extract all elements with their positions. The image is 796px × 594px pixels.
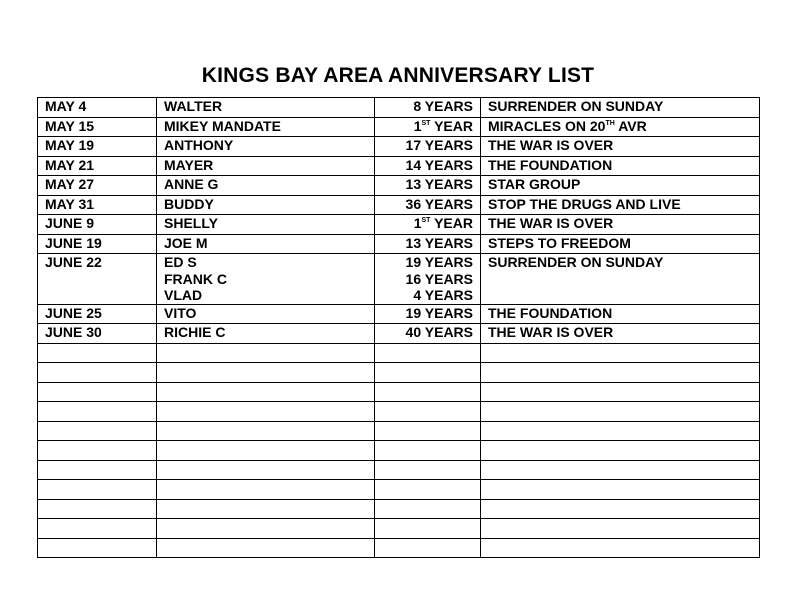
date-cell bbox=[38, 254, 157, 305]
group-cell bbox=[481, 363, 760, 383]
date-cell bbox=[38, 441, 157, 461]
date-cell bbox=[38, 176, 157, 196]
group-line bbox=[488, 118, 752, 135]
group-name: STOP THE DRUGS AND LIVE bbox=[488, 195, 681, 212]
years-line bbox=[382, 118, 473, 135]
years-unit: YEARS bbox=[424, 156, 473, 173]
group-name: SURRENDER ON SUNDAY bbox=[488, 98, 664, 114]
years-cell bbox=[375, 363, 481, 383]
empty-table-row bbox=[38, 441, 760, 461]
years-unit: YEAR bbox=[434, 117, 473, 134]
name-cell bbox=[157, 499, 375, 519]
name-cell bbox=[157, 363, 375, 383]
years-cell bbox=[375, 402, 481, 422]
years-value: 19 bbox=[405, 304, 422, 321]
group-line bbox=[488, 324, 752, 341]
group-cell bbox=[481, 324, 760, 344]
date-text: JUNE 19 bbox=[45, 234, 102, 251]
table-row bbox=[38, 324, 760, 344]
group-line bbox=[488, 254, 752, 271]
years-cell bbox=[375, 176, 481, 196]
ordinal-suffix: TH bbox=[605, 119, 615, 127]
member-name: ED S bbox=[164, 254, 197, 270]
years-line bbox=[382, 324, 473, 341]
years-cell bbox=[375, 234, 481, 254]
member-name: WALTER bbox=[164, 98, 223, 114]
group-cell bbox=[481, 215, 760, 235]
group-line bbox=[488, 215, 752, 232]
years-cell bbox=[375, 538, 481, 558]
date-cell bbox=[38, 117, 157, 137]
years-line bbox=[382, 305, 473, 322]
empty-table-row bbox=[38, 402, 760, 422]
group-cell bbox=[481, 195, 760, 215]
member-name: FRANK C bbox=[164, 270, 227, 287]
name-cell bbox=[157, 304, 375, 324]
date-cell bbox=[38, 324, 157, 344]
date-cell bbox=[38, 98, 157, 118]
name-cell bbox=[157, 480, 375, 500]
name-cell bbox=[157, 215, 375, 235]
years-value: 13 bbox=[405, 176, 422, 192]
empty-table-row bbox=[38, 382, 760, 402]
years-unit: YEARS bbox=[424, 195, 473, 212]
empty-table-row bbox=[38, 538, 760, 558]
date-cell bbox=[38, 156, 157, 176]
years-unit: YEARS bbox=[424, 254, 473, 270]
table-row bbox=[38, 156, 760, 176]
group-line bbox=[488, 137, 752, 154]
table-row bbox=[38, 234, 760, 254]
group-line bbox=[488, 98, 752, 115]
group-line bbox=[488, 176, 752, 193]
empty-table-row bbox=[38, 421, 760, 441]
years-line bbox=[382, 254, 473, 271]
group-cell bbox=[481, 254, 760, 305]
years-cell bbox=[375, 343, 481, 363]
group-name: STAR GROUP bbox=[488, 176, 581, 192]
empty-table-row bbox=[38, 480, 760, 500]
name-cell bbox=[157, 519, 375, 539]
table-row bbox=[38, 254, 760, 305]
years-cell bbox=[375, 137, 481, 157]
years-line bbox=[382, 137, 473, 154]
years-value: 36 bbox=[405, 195, 422, 212]
date-cell bbox=[38, 421, 157, 441]
group-cell bbox=[481, 421, 760, 441]
ordinal-suffix: ST bbox=[421, 217, 431, 224]
years-unit: YEARS bbox=[424, 324, 473, 340]
name-cell bbox=[157, 343, 375, 363]
empty-table-row bbox=[38, 499, 760, 519]
group-cell bbox=[481, 304, 760, 324]
years-unit: YEARS bbox=[424, 137, 473, 153]
group-cell bbox=[481, 343, 760, 363]
date-cell bbox=[38, 343, 157, 363]
member-name: JOE M bbox=[164, 234, 208, 251]
name-cell bbox=[157, 441, 375, 461]
group-cell bbox=[481, 402, 760, 422]
group-name: SURRENDER ON SUNDAY bbox=[488, 254, 664, 270]
years-value: 8 bbox=[413, 98, 422, 114]
ordinal-suffix: ST bbox=[421, 119, 431, 127]
member-name: BUDDY bbox=[164, 195, 214, 212]
date-text: MAY 19 bbox=[45, 137, 95, 153]
name-cell bbox=[157, 254, 375, 305]
member-name: VITO bbox=[164, 304, 197, 321]
years-cell bbox=[375, 519, 481, 539]
years-cell bbox=[375, 499, 481, 519]
years-unit: YEARS bbox=[424, 304, 473, 321]
date-cell bbox=[38, 234, 157, 254]
member-name: ANNE G bbox=[164, 176, 219, 192]
group-line bbox=[488, 235, 752, 252]
empty-table-row bbox=[38, 519, 760, 539]
years-unit: YEARS bbox=[424, 287, 473, 303]
date-cell bbox=[38, 519, 157, 539]
anniversary-table bbox=[37, 97, 760, 558]
group-cell bbox=[481, 519, 760, 539]
group-cell bbox=[481, 460, 760, 480]
member-name: SHELLY bbox=[164, 215, 218, 231]
date-text: JUNE 30 bbox=[45, 324, 102, 340]
years-unit: YEARS bbox=[424, 270, 473, 287]
date-cell bbox=[38, 460, 157, 480]
group-name: THE FOUNDATION bbox=[488, 156, 613, 173]
group-name: THE WAR IS OVER bbox=[488, 215, 614, 231]
group-cell bbox=[481, 137, 760, 157]
table-row bbox=[38, 176, 760, 196]
anniversary-table-body bbox=[38, 98, 760, 558]
group-cell bbox=[481, 480, 760, 500]
group-cell bbox=[481, 117, 760, 137]
group-name: STEPS TO FREEDOM bbox=[488, 234, 631, 251]
table-row bbox=[38, 304, 760, 324]
date-cell bbox=[38, 538, 157, 558]
page-title: KINGS BAY AREA ANNIVERSARY LIST bbox=[201, 64, 595, 87]
years-line bbox=[382, 196, 473, 213]
years-cell bbox=[375, 324, 481, 344]
date-cell bbox=[38, 363, 157, 383]
years-line bbox=[382, 287, 473, 304]
years-value: 13 bbox=[405, 234, 422, 251]
member-name: RICHIE C bbox=[164, 324, 226, 340]
date-cell bbox=[38, 382, 157, 402]
years-value: 16 bbox=[405, 270, 422, 287]
years-cell bbox=[375, 304, 481, 324]
years-value: 14 bbox=[405, 156, 422, 173]
name-cell bbox=[157, 137, 375, 157]
group-cell bbox=[481, 98, 760, 118]
years-value: 1 bbox=[413, 117, 422, 134]
table-row bbox=[38, 137, 760, 157]
years-cell bbox=[375, 254, 481, 305]
group-cell bbox=[481, 538, 760, 558]
table-row bbox=[38, 215, 760, 235]
name-cell bbox=[157, 98, 375, 118]
group-name: MIRACLES ON 20 bbox=[488, 117, 606, 134]
date-cell bbox=[38, 215, 157, 235]
years-unit: YEARS bbox=[424, 98, 473, 114]
years-line bbox=[382, 176, 473, 193]
name-cell bbox=[157, 402, 375, 422]
date-text: MAY 4 bbox=[45, 98, 87, 114]
years-unit: YEAR bbox=[434, 215, 473, 231]
years-value: 17 bbox=[405, 137, 422, 153]
empty-table-row bbox=[38, 343, 760, 363]
years-cell bbox=[375, 421, 481, 441]
years-cell bbox=[375, 460, 481, 480]
years-cell bbox=[375, 98, 481, 118]
date-cell bbox=[38, 195, 157, 215]
date-cell bbox=[38, 480, 157, 500]
date-text: JUNE 25 bbox=[45, 304, 102, 321]
date-cell bbox=[38, 137, 157, 157]
name-cell bbox=[157, 324, 375, 344]
name-cell bbox=[157, 460, 375, 480]
name-cell bbox=[157, 538, 375, 558]
name-cell bbox=[157, 117, 375, 137]
table-row bbox=[38, 195, 760, 215]
years-line bbox=[382, 157, 473, 174]
date-text: MAY 21 bbox=[45, 156, 95, 173]
group-cell bbox=[481, 441, 760, 461]
years-cell bbox=[375, 195, 481, 215]
empty-table-row bbox=[38, 363, 760, 383]
years-line bbox=[382, 215, 473, 232]
member-name: MAYER bbox=[164, 156, 214, 173]
date-cell bbox=[38, 499, 157, 519]
years-value: 1 bbox=[413, 215, 422, 231]
date-text: MAY 15 bbox=[45, 117, 95, 134]
member-name: MIKEY MANDATE bbox=[164, 117, 281, 134]
date-text: MAY 27 bbox=[45, 176, 95, 192]
group-name-tail: AVR bbox=[618, 117, 647, 134]
name-cell bbox=[157, 195, 375, 215]
group-cell bbox=[481, 156, 760, 176]
years-cell bbox=[375, 480, 481, 500]
years-cell bbox=[375, 382, 481, 402]
name-cell bbox=[157, 234, 375, 254]
years-cell bbox=[375, 156, 481, 176]
date-text: JUNE 9 bbox=[45, 215, 95, 231]
years-value: 40 bbox=[405, 324, 422, 340]
group-line bbox=[488, 196, 752, 213]
name-cell bbox=[157, 421, 375, 441]
table-row bbox=[38, 98, 760, 118]
group-name: THE FOUNDATION bbox=[488, 304, 613, 321]
group-name: THE WAR IS OVER bbox=[488, 137, 614, 153]
years-line bbox=[382, 271, 473, 288]
group-line bbox=[488, 157, 752, 174]
group-name: THE WAR IS OVER bbox=[488, 324, 614, 340]
table-row bbox=[38, 117, 760, 137]
years-line bbox=[382, 235, 473, 252]
group-cell bbox=[481, 176, 760, 196]
years-line bbox=[382, 98, 473, 115]
years-unit: YEARS bbox=[424, 234, 473, 251]
group-cell bbox=[481, 382, 760, 402]
name-cell bbox=[157, 156, 375, 176]
member-name: VLAD bbox=[164, 287, 203, 303]
years-value: 4 bbox=[413, 287, 422, 303]
empty-table-row bbox=[38, 460, 760, 480]
group-cell bbox=[481, 499, 760, 519]
group-line bbox=[488, 305, 752, 322]
member-name: ANTHONY bbox=[164, 137, 234, 153]
years-cell bbox=[375, 441, 481, 461]
years-value: 19 bbox=[405, 254, 422, 270]
years-cell bbox=[375, 117, 481, 137]
name-cell bbox=[157, 382, 375, 402]
name-cell bbox=[157, 176, 375, 196]
group-cell bbox=[481, 234, 760, 254]
date-cell bbox=[38, 402, 157, 422]
date-text: MAY 31 bbox=[45, 195, 95, 212]
date-text: JUNE 22 bbox=[45, 254, 102, 270]
date-cell bbox=[38, 304, 157, 324]
years-unit: YEARS bbox=[424, 176, 473, 192]
years-cell bbox=[375, 215, 481, 235]
